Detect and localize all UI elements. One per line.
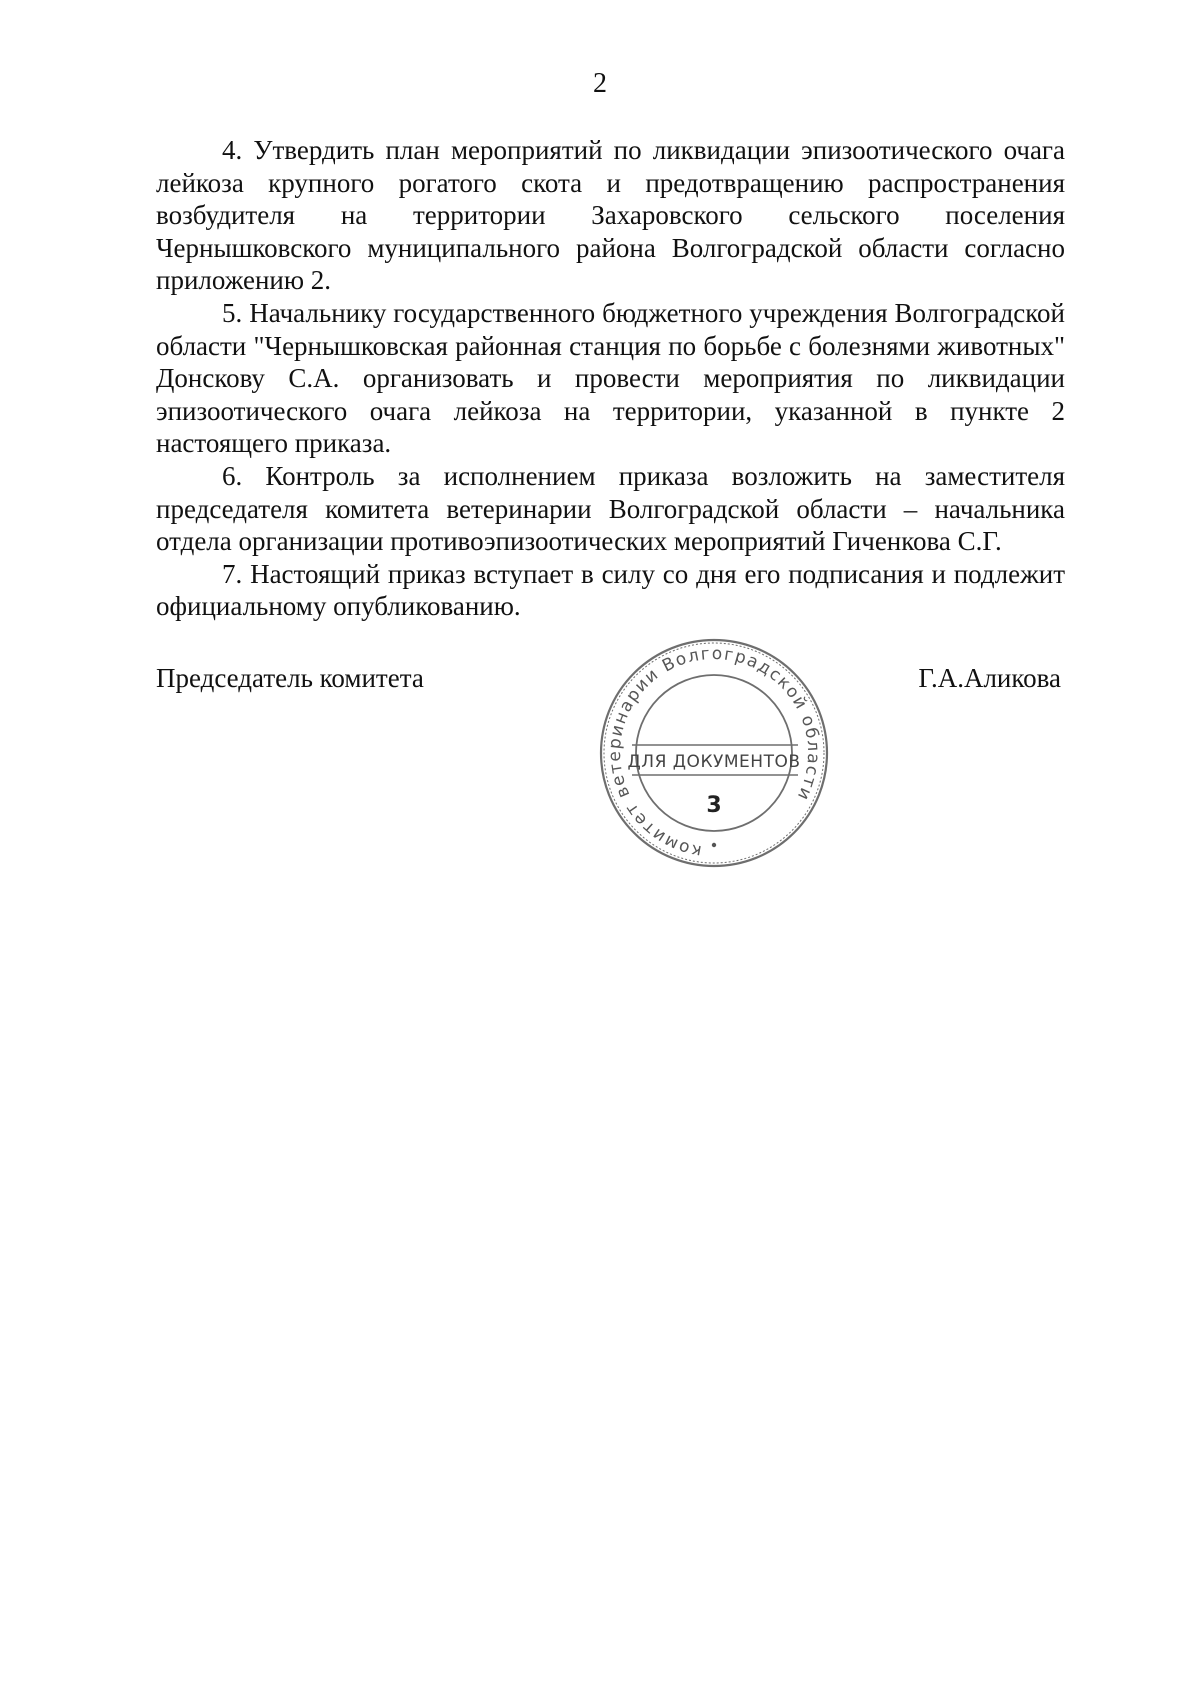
- official-stamp: [597, 636, 831, 870]
- paragraph-6: 6. Контроль за исполнением приказа возложить на заместителя председателя комитета ветеринарии Волгоградской области – начальника отдела организации противоэпизоотических мероприятий Гиченкова С.Г.: [156, 460, 1065, 557]
- paragraph-7: 7. Настоящий приказ вступает в силу со дня его подписания и подлежит официальному опубликованию.: [156, 558, 1065, 622]
- signatory-position: Председатель комитета: [156, 663, 424, 693]
- page-number: 2: [593, 68, 607, 99]
- stamp-graphic: [597, 636, 831, 870]
- document-body: [156, 134, 1065, 623]
- stamp-ring-text: комитет ветеринарии Волгоградской области: [604, 643, 824, 862]
- stamp-star-mark: [712, 843, 716, 847]
- signatory-name: Г.А.Аликова: [918, 663, 1061, 693]
- stamp-center-text: ДЛЯ ДОКУМЕНТОВ: [627, 752, 801, 772]
- stamp-number: 3: [706, 793, 722, 818]
- paragraph-4: 4. Утвердить план мероприятий по ликвидации эпизоотического очага лейкоза крупного рогатого скота и предотвращению распространения возбудителя на территории Захаровского сельского поселения Чернышковского муниципального района Волгоградской области согласно приложению 2.: [156, 135, 1065, 296]
- paragraph-5: 5. Начальнику государственного бюджетного учреждения Волгоградской области "Чернышковская районная станция по борьбе с болезнями животных" Донскову С.А. организовать и провести мероприятия по ликвидации эпизоотического очага лейкоза на территории, указанной в пункте 2 настоящего приказа.: [156, 297, 1065, 459]
